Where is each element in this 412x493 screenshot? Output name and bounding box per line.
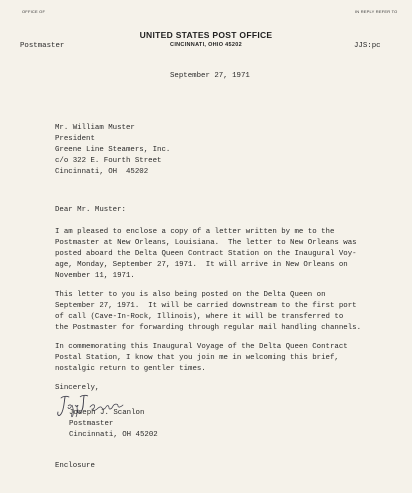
letterhead-title: UNITED STATES POST OFFICE xyxy=(139,30,273,40)
recipient-line: Greene Line Steamers, Inc. xyxy=(55,146,171,154)
body-line: Postmaster at New Orleans, Louisiana. The letter to New Orleans was xyxy=(55,239,357,247)
body-line: In commemorating this Inaugural Voyage of the Delta Queen Contract xyxy=(55,343,348,351)
body-line: age, Monday, September 27, 1971. It will arrive in New Orleans on xyxy=(55,261,348,269)
closing: Sincerely, xyxy=(55,384,100,392)
body-line: September 27, 1971. It will be carried downstream to the first port xyxy=(55,302,357,310)
signer-name: Joseph J. Scanlon xyxy=(69,409,145,417)
salutation: Dear Mr. Muster: xyxy=(55,206,126,214)
recipient-line: c/o 322 E. Fourth Street xyxy=(55,157,162,165)
body-line: the Postmaster for forwarding through regular mail handling channels. xyxy=(55,324,362,332)
body-line: nostalgic return to gentler times. xyxy=(55,365,206,373)
recipient-line: Mr. William Muster xyxy=(55,124,135,132)
reply-ref-label: IN REPLY REFER TO xyxy=(355,9,398,14)
body-line: of call (Cave-In-Rock, Illinois), where it will be transferred to xyxy=(55,313,344,321)
body-line: I am pleased to enclose a copy of a letter written by me to the xyxy=(55,228,335,236)
office-of-label: OFFICE OF xyxy=(22,9,46,14)
body-line: This letter to you is also being posted on the Delta Queen on xyxy=(55,291,326,299)
enclosure-note: Enclosure xyxy=(55,462,95,470)
body-line: November 11, 1971. xyxy=(55,272,135,280)
body-line: posted aboard the Delta Queen Contract Station on the Inaugural Voy- xyxy=(55,250,357,258)
recipient-line: Cincinnati, OH 45202 xyxy=(55,168,149,176)
letterhead-address: CINCINNATI, OHIO 45202 xyxy=(170,42,242,48)
letter-date: September 27, 1971 xyxy=(170,72,250,80)
postmaster-label: Postmaster xyxy=(20,42,65,50)
body-line: Postal Station, I know that you join me in welcoming this brief, xyxy=(55,354,339,362)
recipient-line: President xyxy=(55,135,95,143)
signer-address: Cincinnati, OH 45202 xyxy=(69,431,158,439)
reference-initials: JJS:pc xyxy=(354,42,381,50)
signer-title: Postmaster xyxy=(69,420,114,428)
